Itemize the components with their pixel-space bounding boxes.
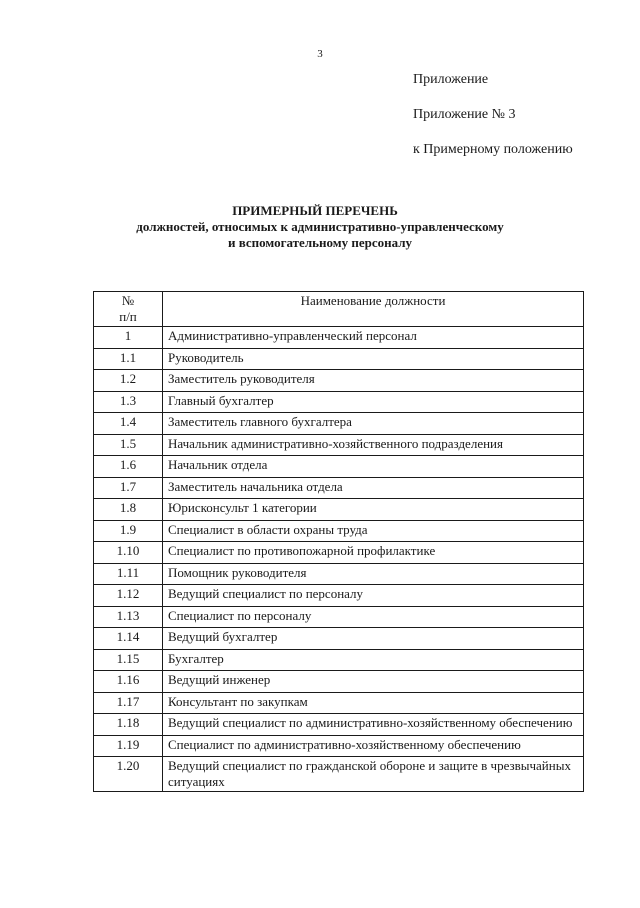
table-row [94, 735, 584, 757]
row-number: 1.19 [94, 735, 163, 757]
position-name: Заместитель руководителя [163, 370, 584, 392]
table-row [94, 499, 584, 521]
row-number: 1.10 [94, 542, 163, 564]
row-number: 1.5 [94, 434, 163, 456]
row-number: 1.17 [94, 692, 163, 714]
table-row [94, 391, 584, 413]
table-row [94, 692, 584, 714]
position-name: Консультант по закупкам [163, 692, 584, 714]
position-name: Административно-управленческий персонал [163, 327, 584, 349]
row-number: 1.20 [94, 757, 163, 792]
header-position-name: Наименование должности [163, 292, 584, 327]
row-number: 1.3 [94, 391, 163, 413]
table-row [94, 520, 584, 542]
table-header-row [94, 292, 584, 327]
position-name: Руководитель [163, 348, 584, 370]
position-name: Начальник административно-хозяйственного подразделения [163, 434, 584, 456]
position-name: Специалист в области охраны труда [163, 520, 584, 542]
position-name: Ведущий специалист по административно-хозяйственному обеспечению [163, 714, 584, 736]
position-name: Заместитель начальника отдела [163, 477, 584, 499]
table-row [94, 434, 584, 456]
position-name: Заместитель главного бухгалтера [163, 413, 584, 435]
appendix-reference: к Примерному положению [413, 142, 573, 157]
title-line-3: и вспомогательному персоналу [227, 235, 412, 250]
row-number: 1.6 [94, 456, 163, 478]
row-number: 1.2 [94, 370, 163, 392]
table-row [94, 327, 584, 349]
appendix-label: Приложение [413, 72, 489, 87]
table-row [94, 628, 584, 650]
table-row [94, 370, 584, 392]
row-number: 1 [94, 327, 163, 349]
position-name: Начальник отдела [163, 456, 584, 478]
row-number: 1.8 [94, 499, 163, 521]
header-number-abbrev: п/п [119, 309, 137, 324]
position-name: Помощник руководителя [163, 563, 584, 585]
row-number: 1.18 [94, 714, 163, 736]
position-name: Специалист по административно-хозяйственному обеспечению [163, 735, 584, 757]
page-number: 3 [317, 48, 323, 60]
position-name: Специалист по персоналу [163, 606, 584, 628]
appendix-number: Приложение № 3 [413, 107, 516, 122]
title-line-1: ПРИМЕРНЫЙ ПЕРЕЧЕНЬ [232, 203, 398, 218]
position-name: Ведущий инженер [163, 671, 584, 693]
row-number: 1.12 [94, 585, 163, 607]
table-row [94, 757, 584, 792]
header-number [94, 292, 163, 327]
title-line-2: должностей, относимых к административно-управленческому [136, 219, 504, 234]
header-number-symbol: № [121, 293, 135, 308]
table-row [94, 348, 584, 370]
row-number: 1.7 [94, 477, 163, 499]
row-number: 1.16 [94, 671, 163, 693]
document-title [0, 203, 640, 251]
row-number: 1.13 [94, 606, 163, 628]
table-row [94, 714, 584, 736]
table-row [94, 585, 584, 607]
row-number: 1.15 [94, 649, 163, 671]
table-row [94, 456, 584, 478]
position-name: Ведущий специалист по персоналу [163, 585, 584, 607]
table-row [94, 606, 584, 628]
position-name: Главный бухгалтер [163, 391, 584, 413]
row-number: 1.11 [94, 563, 163, 585]
position-name: Ведущий бухгалтер [163, 628, 584, 650]
table-row [94, 649, 584, 671]
position-name: Юрисконсульт 1 категории [163, 499, 584, 521]
row-number: 1.1 [94, 348, 163, 370]
row-number: 1.9 [94, 520, 163, 542]
positions-table [93, 291, 584, 792]
row-number: 1.4 [94, 413, 163, 435]
table-row [94, 477, 584, 499]
position-name: Ведущий специалист по гражданской обороне и защите в чрезвычайных ситуациях [163, 757, 584, 792]
table-row [94, 563, 584, 585]
row-number: 1.14 [94, 628, 163, 650]
position-name: Специалист по противопожарной профилактике [163, 542, 584, 564]
table-row [94, 542, 584, 564]
table-body [94, 327, 584, 792]
table-row [94, 413, 584, 435]
table-row [94, 671, 584, 693]
position-name: Бухгалтер [163, 649, 584, 671]
